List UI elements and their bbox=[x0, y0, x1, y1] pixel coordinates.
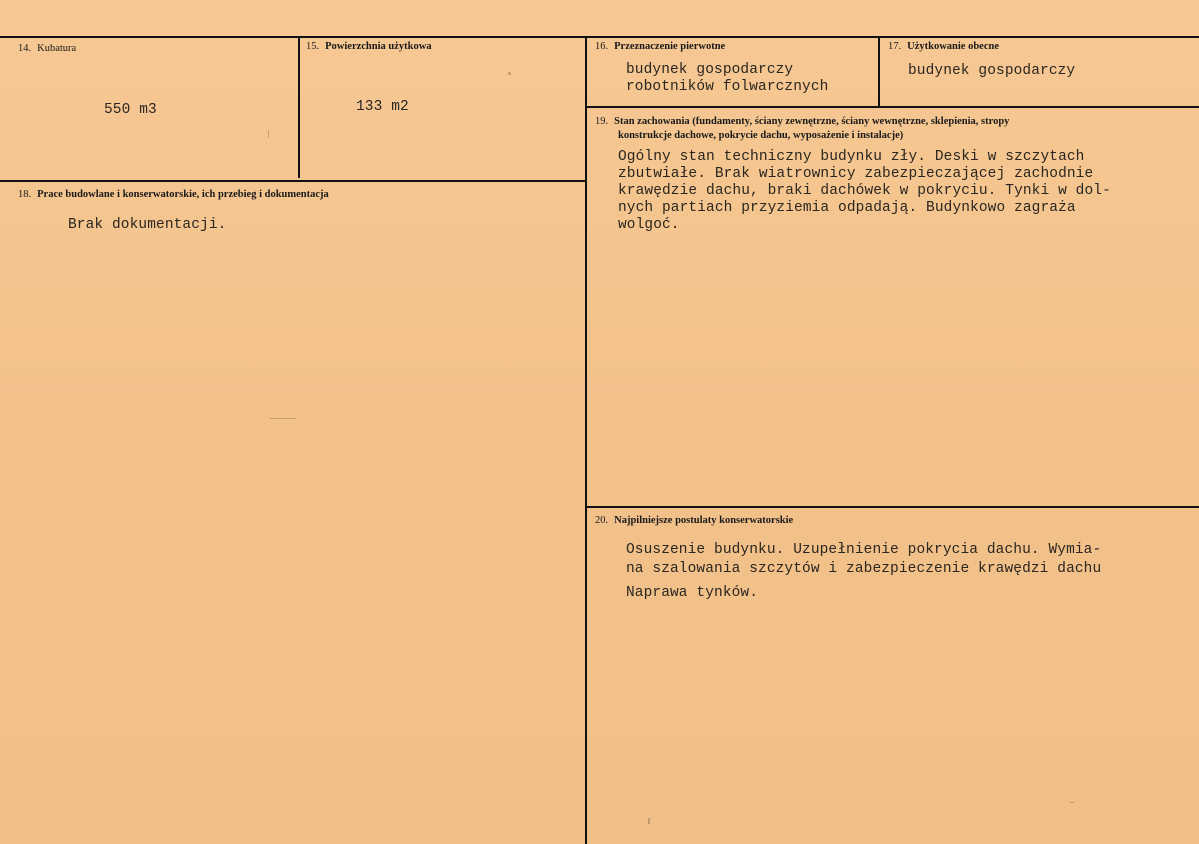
main-divider bbox=[585, 36, 587, 844]
paper-speck bbox=[270, 418, 296, 419]
field-14-value: 550 m3 bbox=[104, 102, 157, 118]
field-20-line-1: Osuszenie budynku. Uzupełnienie pokrycia dachu. Wymia- bbox=[626, 542, 1102, 558]
field-20-line-2: na szalowania szczytów i zabezpieczenie krawędzi dachu bbox=[626, 561, 1102, 577]
rule-under-14-15 bbox=[0, 180, 586, 182]
field-19-line-2: zbutwiałe. Brak wiatrownicy zabezpieczającej zachodnie bbox=[618, 166, 1094, 182]
field-19-line-3: krawędzie dachu, braki dachówek w pokryciu. Tynki w dol- bbox=[618, 183, 1111, 199]
paper-speck bbox=[648, 818, 650, 824]
field-19-label-line-1: 19. Stan zachowania (fundamenty, ściany zewnętrzne, ściany wewnętrzne, sklepienia, stropy bbox=[595, 116, 1010, 127]
field-14-label: 14. Kubatura bbox=[18, 43, 77, 54]
paper-speck bbox=[508, 72, 511, 75]
paper-speck bbox=[268, 130, 269, 138]
field-16-line-2: robotników folwarcznych bbox=[626, 79, 829, 95]
paper-speck bbox=[1070, 802, 1074, 803]
top-rule bbox=[0, 36, 1199, 38]
field-19-line-4: nych partiach przyziemia odpadają. Budynkowo zagraża bbox=[618, 200, 1076, 216]
field-16-label: 16. Przeznaczenie pierwotne bbox=[595, 41, 726, 52]
field-18-value: Brak dokumentacji. bbox=[68, 217, 227, 233]
field-20-label: 20. Najpilniejsze postulaty konserwatorskie bbox=[595, 515, 794, 526]
field-17-value: budynek gospodarczy bbox=[908, 63, 1076, 79]
divider-16-17 bbox=[878, 36, 880, 106]
rule-under-16-17 bbox=[586, 106, 1199, 108]
field-17-label: 17. Użytkowanie obecne bbox=[888, 41, 999, 52]
field-15-value: 133 m2 bbox=[356, 99, 409, 115]
field-19-line-5: wolgoć. bbox=[618, 217, 680, 233]
field-16-line-1: budynek gospodarczy bbox=[626, 62, 794, 78]
field-19-label-line-2: konstrukcje dachowe, pokrycie dachu, wyposażenie i instalacje) bbox=[618, 130, 904, 141]
field-19-line-1: Ogólny stan techniczny budynku zły. Deski w szczytach bbox=[618, 149, 1085, 165]
field-20-line-3: Naprawa tynków. bbox=[626, 585, 759, 601]
field-15-label: 15. Powierzchnia użytkowa bbox=[306, 41, 432, 52]
field-18-label: 18. Prace budowlane i konserwatorskie, ich przebieg i dokumentacja bbox=[18, 189, 329, 200]
divider-14-15 bbox=[298, 36, 300, 178]
rule-above-20 bbox=[586, 506, 1199, 508]
